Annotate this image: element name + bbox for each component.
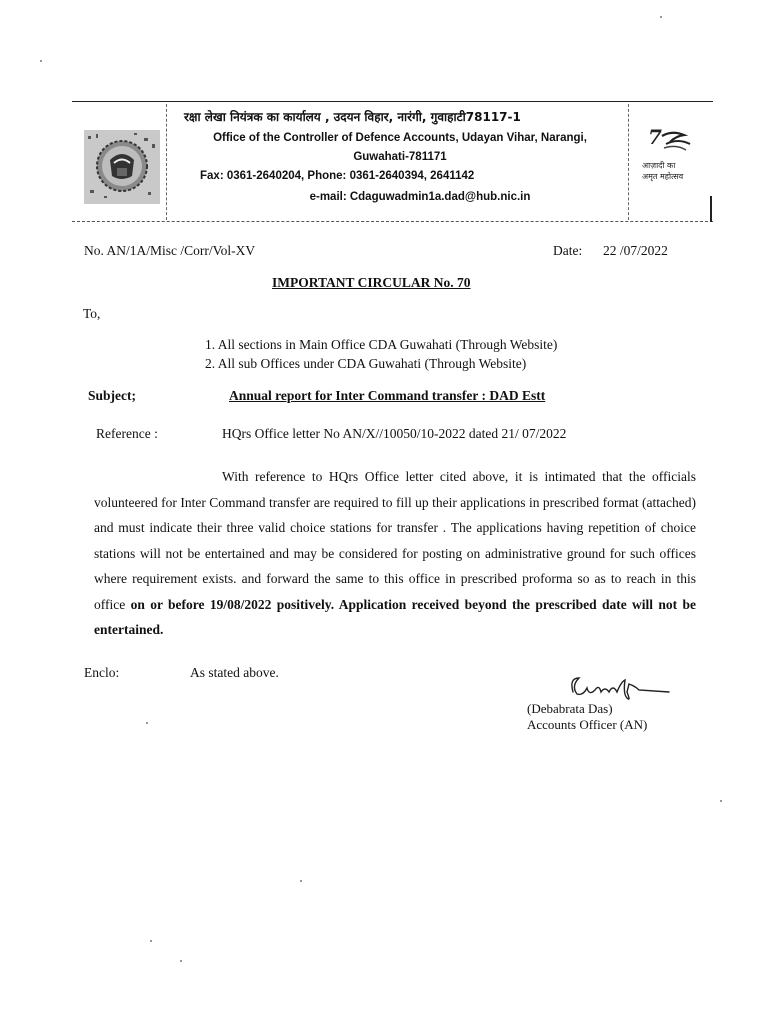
subject-label: Subject; (88, 388, 136, 403)
letterhead-office-line: Office of the Controller of Defence Accounts, Udayan Vihar, Narangi, (213, 132, 587, 144)
svg-text:7: 7 (648, 125, 662, 149)
recipient-item: 2. All sub Offices under CDA Guwahati (Through Website) (205, 356, 527, 371)
letterhead-hindi-line: रक्षा लेखा नियंत्रक का कार्यालय , उदयन विहार, नारंगी, गुवाहाटी78117-1 (184, 110, 521, 124)
letterhead-city-line: Guwahati-781171 (353, 151, 447, 163)
recipient-item: 1. All sections in Main Office CDA Guwahati (Through Website) (205, 337, 558, 352)
body-text: With reference to HQrs Office letter cited above, it is intimated that the officials volunteered for Inter Command transfer are required to fill up their applications in prescribed format (attached) and must indicate their three valid choice stations for transfer . The applications having repetition of choice stations will not be entertained and may be considered for posting on administrative ground for such offices where requirement exists. and forward the same to this office in prescribed proforma so as to reach in this office (94, 469, 696, 612)
signatory-title: Accounts Officer (AN) (527, 717, 648, 732)
reference-label: Reference : (96, 426, 158, 441)
body-deadline-text: on or before 19/08/2022 positively. Application received beyond the prescribed date will not be entertained. (94, 596, 697, 637)
handwritten-signature (565, 672, 675, 704)
scan-speck (146, 722, 148, 724)
signatory-name: (Debabrata Das) (527, 701, 613, 716)
scan-speck (40, 60, 42, 62)
scan-speck (150, 940, 152, 942)
scan-speck (300, 880, 302, 882)
letterhead-bottom-rule (72, 221, 713, 222)
subject-text: Annual report for Inter Command transfer : DAD Estt (229, 388, 546, 403)
logo-caption-line2: अमृत महोत्सव (642, 172, 684, 181)
scan-speck (180, 960, 182, 962)
body-paragraph (94, 464, 696, 643)
letterhead-divider-left (166, 104, 167, 220)
scan-speck (720, 800, 722, 802)
enclosure-label: Enclo: (84, 665, 120, 680)
state-emblem-icon (84, 130, 160, 204)
scan-speck (660, 16, 662, 18)
enclosure-text: As stated above. (190, 665, 279, 680)
letterhead-text (170, 104, 630, 207)
letterhead-right-edge (710, 196, 712, 222)
logo-caption-line1: आज़ादी का (642, 161, 676, 170)
letterhead-email-line: e-mail: Cdaguwadmin1a.dad@hub.nic.in (309, 191, 531, 203)
reference-number: No. AN/1A/Misc /Corr/Vol-XV (84, 243, 256, 258)
azadi-ka-amrit-mahotsav-logo-icon (636, 124, 712, 186)
reference-text: HQrs Office letter No AN/X//10050/10-2022 dated 21/ 07/2022 (222, 426, 567, 441)
letterhead-contact-line: Fax: 0361-2640204, Phone: 0361-2640394, 2641142 (200, 170, 475, 182)
circular-title: IMPORTANT CIRCULAR No. 70 (272, 275, 471, 290)
date-value: 22 /07/2022 (603, 243, 668, 258)
date-label: Date: (553, 243, 583, 258)
to-label: To, (83, 306, 101, 321)
